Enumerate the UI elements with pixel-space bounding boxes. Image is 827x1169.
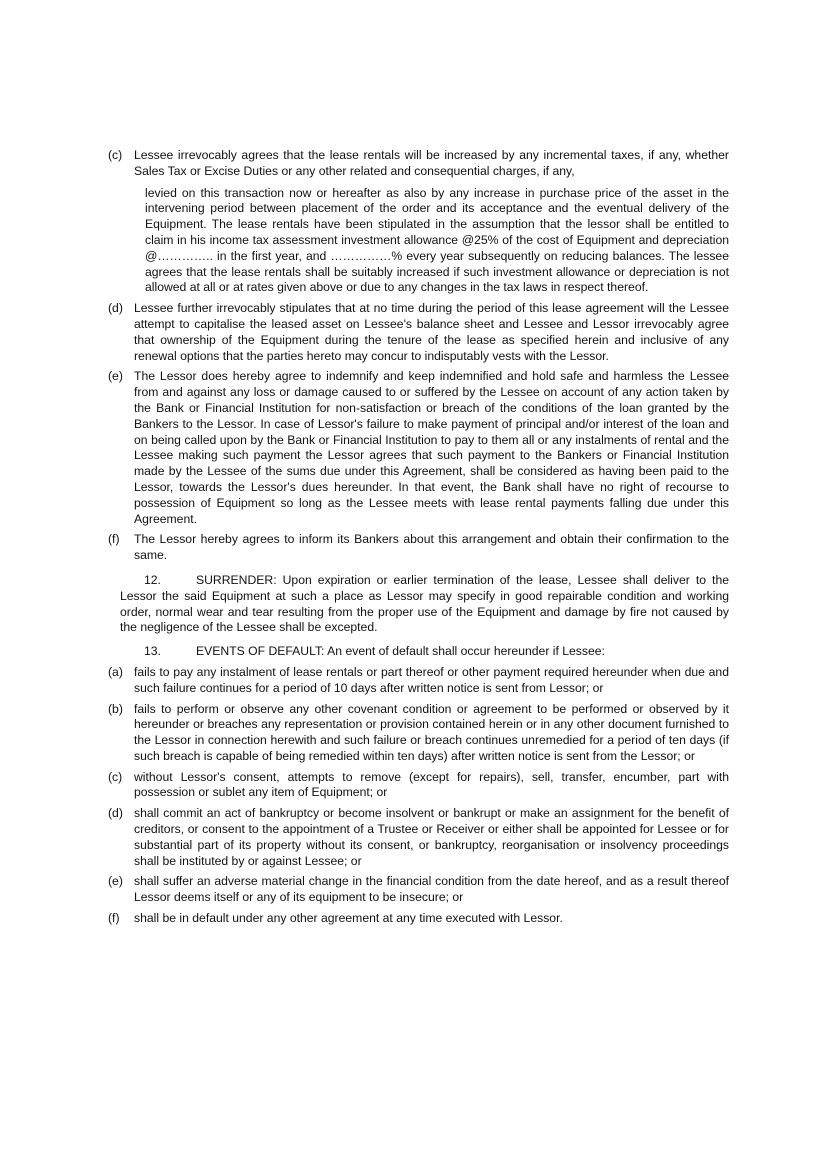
item-marker: (f) xyxy=(108,911,120,926)
clause-number: 12. xyxy=(144,572,161,587)
clause-text: SURRENDER: Upon expiration or earlier termination of the lease, Lessee shall deliver to the Lessor the said Equipment at such a place as Lessor may specify in good repairable condition and working order, normal wear and tear resulting from the proper use of the Equipment and damage by fire not caused by the negligence of the Lessee shall be excepted. xyxy=(120,572,729,635)
item-text: shall suffer an adverse material change in the financial condition from the date hereof, and as a result thereof Lessor deems itself or any of its equipment to be insecure; or xyxy=(134,874,729,905)
item-marker: (e) xyxy=(108,874,123,889)
default-item-a xyxy=(108,665,729,697)
item-text: shall commit an act of bankruptcy or become insolvent or bankrupt or make an assignment for the benefit of creditors, or consent to the appointment of a Trustee or Receiver or either shall be appointed for Lessee or for substantial part of its property without its consent, or bankruptcy, reorganisation or insolvency proceedings shall be instituted by or against Lessee; or xyxy=(134,806,729,868)
item-marker: (f) xyxy=(108,532,120,547)
item-text: The Lessor does hereby agree to indemnify and keep indemnified and hold safe and harmless the Lessee from and against any loss or damage caused to or suffered by the Lessee on account of any action taken by the Bank or Financial Institution for non-satisfaction or breach of the conditions of the loan granted by the Bankers to the Lessor. In case of Lessor's failure to make payment of principal and/or interest of the loan and on being called upon by the Bank or Financial Institution to pay to them all or any instalments of rental and the Lessee making such payment the Lessor agrees that such payment to the Bankers or Financial Institution made by the Lessee of the sums due under this Agreement, shall be considered as having been paid to the Lessor, towards the Lessor's dues hereunder. In that event, the Bank shall have no right of recourse to possession of Equipment so long as the Lessee meets with lease rental payments falling due under this Agreement. xyxy=(134,369,729,526)
clause-item-d xyxy=(108,301,729,364)
item-text: fails to pay any instalment of lease rentals or part thereof or other payment required hereunder when due and such failure continues for a period of 10 days after written notice is sent from Lessor; or xyxy=(134,664,729,695)
default-item-b xyxy=(108,702,729,765)
item-c-continuation: levied on this transaction now or hereafter as also by any increase in purchase price of the asset in the intervening period between placement of the order and its acceptance and the eventual delivery of the Equipment. The lease rentals have been stipulated in the assumption that the lessor shall be entitled to claim in his income tax assessment investment allowance @25% of the cost of Equipment and depreciation @………….. in the first year, and ……………% every year subsequently on reducing balances. The lessee agrees that the lease rentals shall be suitably increased if such investment allowance or depreciation is not allowed at all or at rates given above or due to any changes in the tax laws in respect thereof. xyxy=(145,185,729,295)
item-text: The Lessor hereby agrees to inform its Bankers about this arrangement and obtain their confirmation to the same. xyxy=(134,532,729,563)
clause-number: 13. xyxy=(144,644,161,659)
item-marker: (c) xyxy=(108,769,123,784)
clause-item-e xyxy=(108,369,729,527)
item-marker: (b) xyxy=(108,701,123,716)
clause-item-f xyxy=(108,532,729,564)
item-marker: (d) xyxy=(108,301,123,316)
default-item-e xyxy=(108,874,729,906)
clause-13-heading xyxy=(120,644,729,660)
clause-item-c xyxy=(108,148,729,180)
item-text: Lessee irrevocably agrees that the lease rentals will be increased by any incremental taxes, if any, whether Sales Tax or Excise Duties or any other related and consequential charges, if any, xyxy=(134,148,729,178)
item-marker: (c) xyxy=(108,148,123,162)
clause-text: EVENTS OF DEFAULT: An event of default shall occur hereunder if Lessee: xyxy=(196,644,605,659)
item-marker: (a) xyxy=(108,664,123,679)
default-item-d xyxy=(108,806,729,869)
default-item-c xyxy=(108,770,729,802)
clause-12-surrender xyxy=(120,573,729,636)
default-item-f xyxy=(108,911,729,927)
item-marker: (e) xyxy=(108,369,123,384)
item-text: without Lessor's consent, attempts to remove (except for repairs), sell, transfer, encumber, part with possession or sublet any item of Equipment; or xyxy=(134,769,729,800)
item-marker: (d) xyxy=(108,806,123,821)
document-page xyxy=(108,148,729,932)
item-text: Lessee further irrevocably stipulates that at no time during the period of this lease agreement will the Lessee attempt to capitalise the leased asset on Lessee's balance sheet and Lessee and Lessor irrevocably agree that ownership of the Equipment during the tenure of the lease as specified herein and inclusive of any renewal options that the parties hereto may concur to indisputably vests with the Lessor. xyxy=(134,301,729,363)
item-text: shall be in default under any other agreement at any time executed with Lessor. xyxy=(134,911,563,926)
item-text: fails to perform or observe any other covenant condition or agreement to be performed or observed by it hereunder or breaches any representation or provision contained herein or in any other document furnished to the Lessor in connection herewith and such failure or breach continues unremedied for a period of ten days (if such breach is capable of being remedied within ten days) after written notice is sent from the Lessor; or xyxy=(134,701,729,763)
